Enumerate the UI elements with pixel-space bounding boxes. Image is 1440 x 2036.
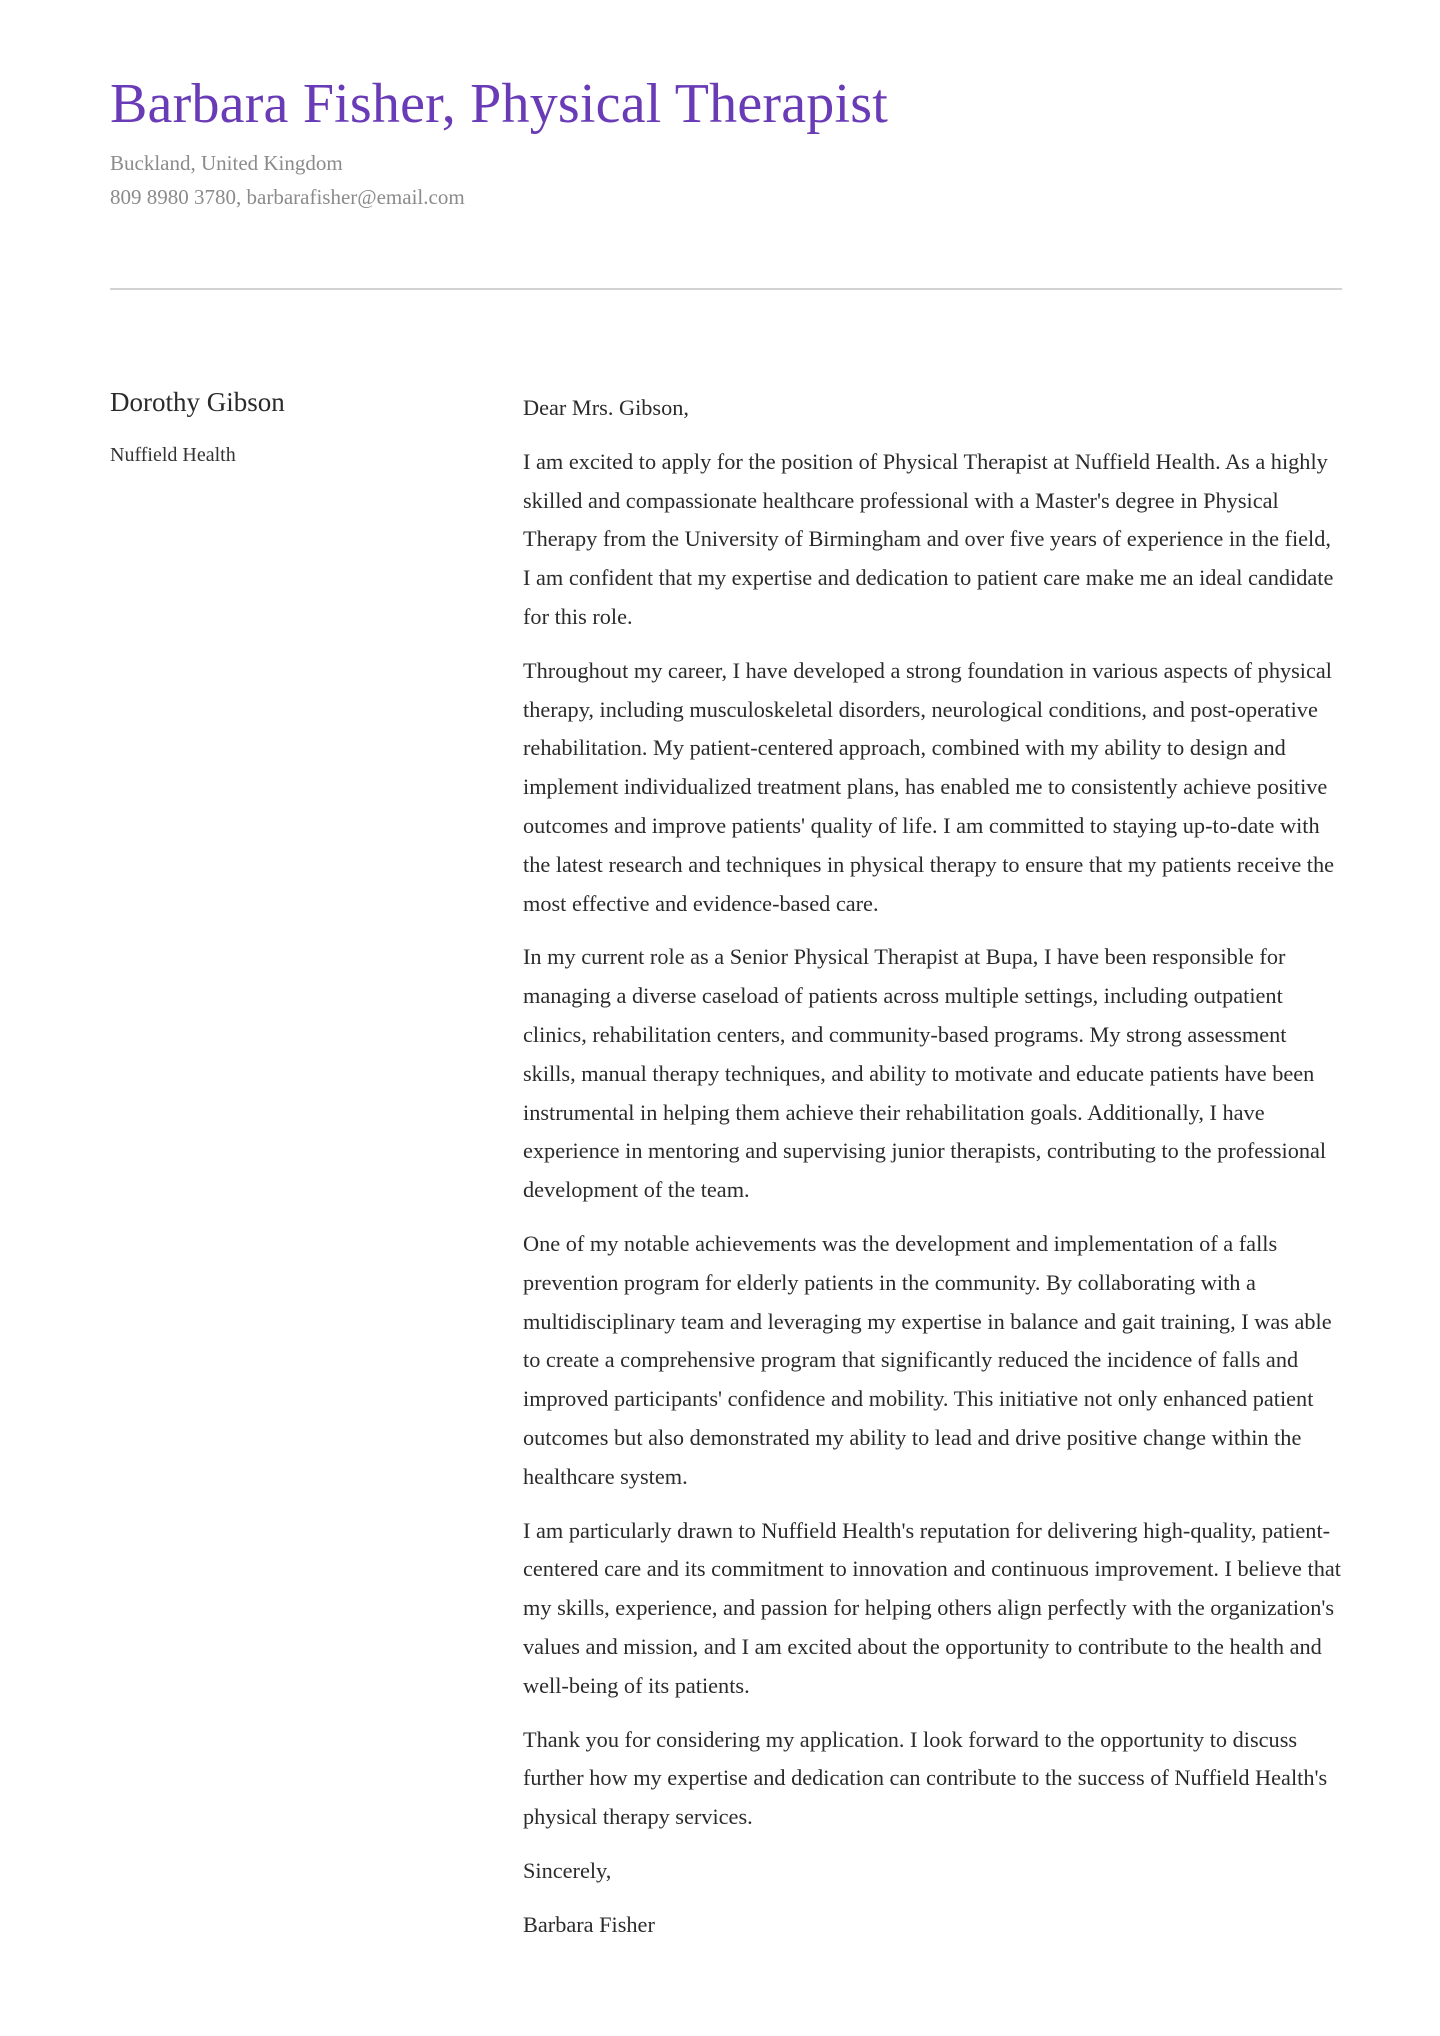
letter-paragraph: Throughout my career, I have developed a strong foundation in various aspects of physical therapy, including musculoskeletal disorders, neurological conditions, and post-operative rehabilitation. My patient-centered approach, combined with my ability to design and implement individualized treatment plans, has enabled me to consistently achieve positive outcomes and improve patients' quality of life. I am committed to staying up-to-date with the latest research and techniques in physical therapy to ensure that my patients receive the most effective and evidence-based care. bbox=[523, 657, 1335, 916]
sender-location: Buckland, United Kingdom bbox=[110, 151, 343, 175]
letter-header bbox=[110, 70, 1342, 214]
sender-name-title: Barbara Fisher, Physical Therapist bbox=[110, 73, 889, 135]
signature: Barbara Fisher bbox=[523, 1911, 655, 1937]
letter-paragraph: One of my notable achievements was the development and implementation of a falls prevention program for elderly patients in the community. By collaborating with a multidisciplinary team and leveraging my expertise in balance and gait training, I was able to create a comprehensive program that significantly reduced the incidence of falls and improved participants' confidence and mobility. This initiative not only enhanced patient outcomes but also demonstrated my ability to lead and drive positive change within the healthcare system. bbox=[523, 1230, 1332, 1489]
recipient-company: Nuffield Health bbox=[110, 444, 236, 466]
sender-contact: 809 8980 3780, barbarafisher@email.com bbox=[110, 185, 465, 209]
recipient-name: Dorothy Gibson bbox=[110, 387, 285, 417]
letter-paragraph: In my current role as a Senior Physical Therapist at Bupa, I have been responsible for managing a diverse caseload of patients across multiple settings, including outpatient clinics, rehabilitation centers, and community-based programs. My strong assessment skills, manual therapy techniques, and ability to motivate and educate patients have been instrumental in helping them achieve their rehabilitation goals. Additionally, I have experience in mentoring and supervising junior therapists, contributing to the professional development of the team. bbox=[523, 944, 1327, 1203]
letter-paragraph: I am excited to apply for the position of Physical Therapist at Nuffield Health. As a highly skilled and compassionate healthcare professional with a Master's degree in Physical Therapy from the University of Birmingham and over five years of experience in the field, I am confident that my expertise and dedication to patient care make me an ideal candidate for this role. bbox=[523, 448, 1334, 629]
letter-body bbox=[523, 389, 1343, 1944]
header-divider bbox=[110, 288, 1342, 290]
letter-paragraph: Thank you for considering my application. I look forward to the opportunity to discuss further how my expertise and dedication can contribute to the success of Nuffield Health's physical therapy services. bbox=[523, 1726, 1328, 1830]
salutation: Dear Mrs. Gibson, bbox=[523, 395, 689, 420]
closing: Sincerely, bbox=[523, 1857, 612, 1883]
recipient-block bbox=[110, 382, 450, 470]
letter-paragraph: I am particularly drawn to Nuffield Health's reputation for delivering high-quality, patient-centered care and its commitment to innovation and continuous improvement. I believe that my skills, experience, and passion for helping others align perfectly with the organization's values and mission, and I am excited about the opportunity to contribute to the health and well-being of its patients. bbox=[523, 1517, 1341, 1698]
